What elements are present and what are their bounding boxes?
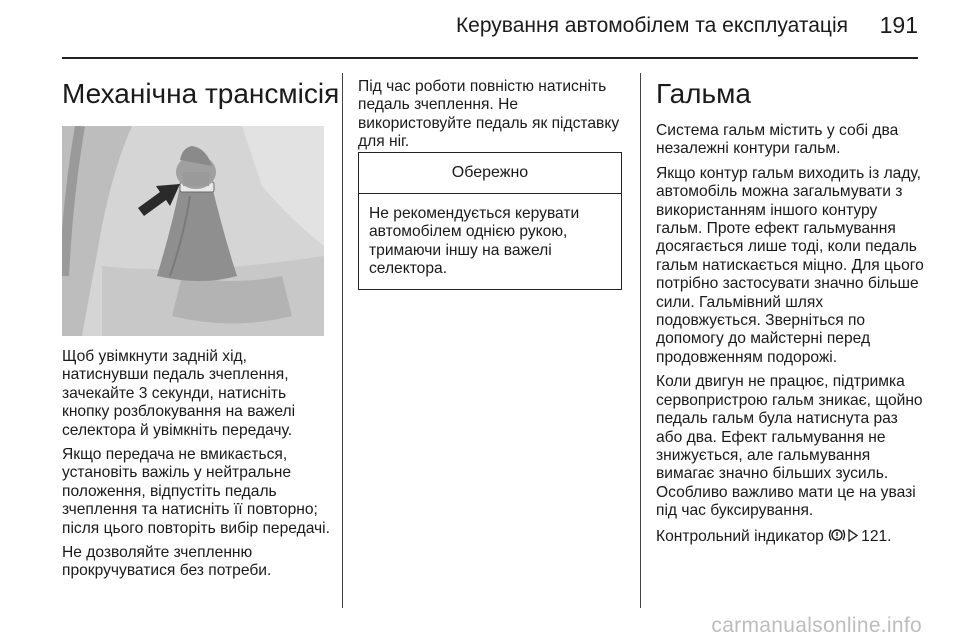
- indicator-line: [656, 527, 926, 548]
- right-column-text: [656, 122, 926, 554]
- watermark: carmanualsonline.info: [711, 614, 922, 637]
- warning-box: [358, 152, 622, 290]
- indicator-label: Контрольний індикатор: [656, 527, 824, 545]
- paragraph: Щоб увімкнути задній хід, натиснувши педаль зчеплення, зачекайте 3 секунди, натисніть кнопку розблокування на важелі селектора й увімкніть передачу.: [62, 348, 296, 439]
- paragraph: Під час роботи повністю натисніть педаль зчеплення. Не використовуйте педаль як підставку для ніг.: [358, 78, 620, 151]
- section-title-transmission: Механічна трансмісія: [62, 78, 340, 109]
- warning-title: Обережно: [359, 153, 621, 194]
- header-rule: [62, 57, 918, 59]
- paragraph: Якщо контур гальм виходить із ладу, автомобіль можна загальмувати з використанням іншого контуру гальм. Проте ефект гальмування досягається лише тоді, коли педаль гальм натискається міцно. Для цього потрібно застосувати значно більше сили. Гальмівний шлях подовжується. Зверніться по допомогу до майстерні перед продовженням подорожі.: [656, 164, 924, 366]
- warning-text: Не рекомендується керувати автомобілем однією рукою, тримаючи іншу на важелі селектора.: [369, 205, 580, 278]
- section-title-brakes: Гальма: [656, 78, 751, 109]
- paragraph: Система гальм містить у собі два незалежні контури гальм.: [656, 122, 899, 158]
- page-number: 191: [879, 12, 918, 38]
- paragraph: Якщо передача не вмикається, установіть важіль у нейтральне положення, відпустіть педаль зчеплення та натисніть її повторно; після цього повторіть вибір передачі.: [62, 446, 330, 537]
- gear-shift-illustration: [62, 126, 324, 336]
- header-title: Керування автомобілем та експлуатація: [455, 14, 848, 37]
- paragraph: Не дозволяйте зчепленню прокручуватися без потреби.: [62, 544, 272, 580]
- middle-column-text: [358, 78, 630, 158]
- column-divider-2: [640, 73, 641, 608]
- paragraph: Коли двигун не працює, підтримка сервопристрою гальм зникає, щойно педаль гальм була натиснута раз або два. Ефект гальмування не знижується, але гальмування вимагає значно більших зусиль. Особливо важливо мати це на увазі під час буксирування.: [656, 373, 923, 520]
- brake-warning-icon: [828, 527, 846, 548]
- left-column-text: [62, 348, 334, 587]
- reference-arrow-icon: [848, 529, 858, 547]
- column-divider-1: [342, 73, 343, 608]
- page-reference[interactable]: 121.: [861, 527, 892, 545]
